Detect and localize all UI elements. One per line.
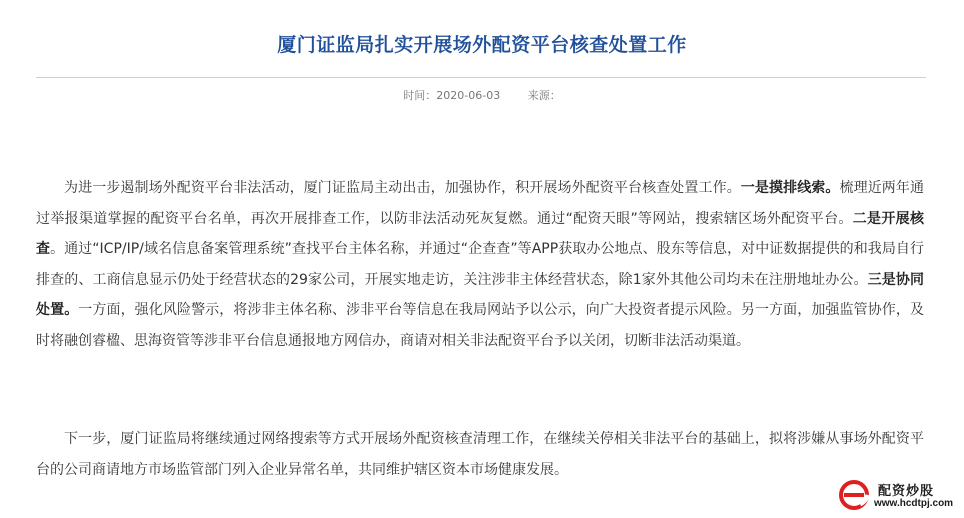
source-label: 来源： bbox=[527, 89, 561, 102]
article-paragraph-1 bbox=[36, 173, 924, 356]
article-paragraph-2: 下一步，厦门证监局将继续通过网络搜索等方式开展场外配资核查清理工作，在继续关停相关非法平台的基础上，拟将涉嫌从事场外配资平台的公司商请地方市场监管部门列入企业异常名单，共同维护辖区资本市场健康发展。 bbox=[36, 431, 924, 478]
time-value: 2020-06-03 bbox=[436, 89, 501, 102]
site-watermark bbox=[838, 477, 954, 515]
para1-text-2: 梳理近两年通过举报渠道掌握的配资平台名单，再次开展排查工作，以防非法活动死灰复燃。通过“配资天眼”等网站，搜索辖区场外配资平台。 bbox=[36, 180, 925, 227]
e-logo-icon bbox=[838, 479, 870, 511]
para1-heading-2: 二是开展核查 bbox=[36, 210, 924, 257]
watermark-url: www.hcdtpj.com bbox=[874, 498, 954, 509]
para1-heading-3: 三是协同处置。 bbox=[36, 271, 925, 318]
time-info bbox=[403, 89, 500, 102]
time-label: 时间： bbox=[403, 89, 437, 102]
para1-text-3: 。通过“ICP/IP/域名信息备案管理系统”查找平台主体名称，并通过“企查查”等APP获取办公地点、股东等信息，对中证数据提供的和我局自行排查的、工商信息显示仍处于经营状态的29家公司，开展实地走访，关注涉非主体经营状态，除1家外其他公司均未在注册地址办公。 bbox=[36, 241, 925, 288]
article-meta bbox=[0, 87, 964, 103]
para1-heading-1: 一是摸排线索。 bbox=[740, 180, 840, 196]
para1-text-4: 一方面，强化风险警示，将涉非主体名称、涉非平台等信息在我局网站予以公示，向广大投资者提示风险。另一方面，加强监管协作，及时将融创睿楹、思海资管等涉非平台信息通报地方网信办，商请对相关非法配资平台予以关闭，切断非法活动渠道。 bbox=[36, 302, 925, 349]
article-title: 厦门证监局扎实开展场外配资平台核查处置工作 bbox=[277, 34, 687, 56]
watermark-name: 配资炒股 bbox=[878, 484, 935, 499]
para1-text-1: 为进一步遏制场外配资平台非法活动，厦门证监局主动出击，加强协作，积开展场外配资平台核查处置工作。 bbox=[64, 180, 741, 196]
title-divider bbox=[36, 77, 926, 78]
